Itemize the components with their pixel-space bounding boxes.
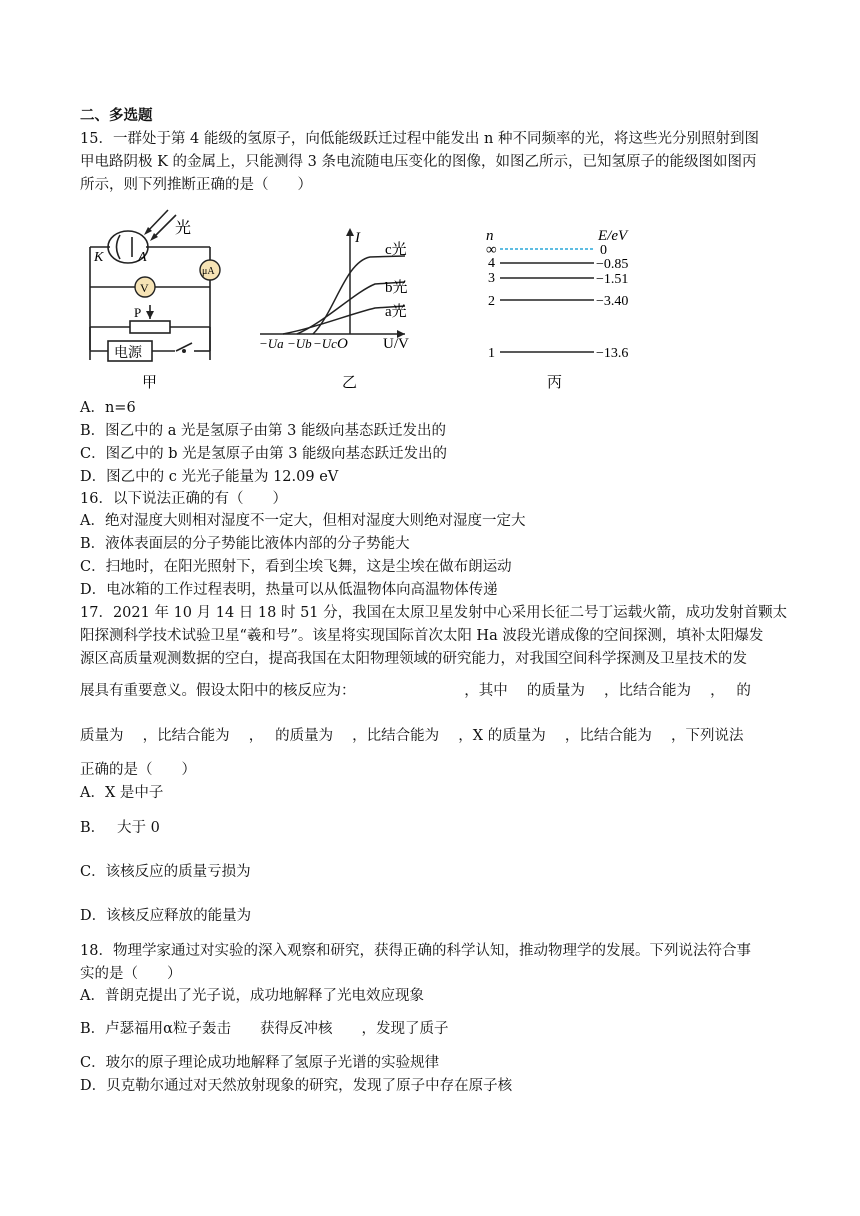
- q18-stem-line1: 18．物理学家通过对实验的深入观察和研究，获得正确的科学认知，推动物理学的发展。下列说法符合事: [80, 943, 751, 959]
- curve-a-label: a光: [385, 304, 407, 320]
- q15-option-c: C．图乙中的 b 光是氢原子由第 3 能级向基态跃迁发出的: [80, 446, 448, 462]
- q18-option-b: B．卢瑟福用α粒子轰击 获得反冲核 ，发现了质子: [80, 1021, 449, 1037]
- tick-uc: −Uc: [313, 336, 337, 351]
- q16-option-a: A．绝对湿度大则相对湿度不一定大，但相对湿度大则绝对湿度一定大: [80, 513, 526, 529]
- level-n-3: 3: [488, 271, 495, 286]
- level-e-2: −3.40: [596, 294, 629, 309]
- q16-option-d: D．电冰箱的工作过程表明，热量可以从低温物体向高温物体传递: [80, 582, 498, 598]
- figure-caption-yi: 乙: [342, 375, 358, 391]
- e-axis-label: E/eV: [598, 228, 628, 244]
- q15-option-b: B．图乙中的 a 光是氢原子由第 3 能级向基态跃迁发出的: [80, 423, 446, 439]
- cathode-label: K: [94, 250, 104, 265]
- q17-option-d: D．该核反应释放的能量为: [80, 908, 252, 924]
- energy-level-figure: [478, 222, 668, 392]
- level-e-1: −13.6: [596, 346, 629, 361]
- level-e-inf: 0: [600, 243, 607, 258]
- q15-option-a: A．n=6: [80, 400, 136, 416]
- level-e-4: −0.85: [596, 257, 629, 272]
- q18-option-d: D．贝克勒尔通过对天然放射现象的研究，发现了原子中存在原子核: [80, 1078, 513, 1094]
- level-n-1: 1: [488, 346, 495, 361]
- q17-stem-line5: 质量为 ，比结合能为 ， 的质量为 ，比结合能为 ，X 的质量为 ，比结合能为 ，下列说法: [80, 728, 744, 744]
- curve-b-label: b光: [385, 280, 408, 296]
- q18-stem-line2: 实的是（ ）: [80, 966, 182, 982]
- tick-ua: −Ua: [259, 336, 284, 351]
- q17-stem-line4: 展具有重要意义。假设太阳中的核反应为： ，其中 的质量为 ，比结合能为 ， 的: [80, 683, 751, 699]
- x-axis-label: U/V: [383, 336, 409, 352]
- q18-option-a: A．普朗克提出了光子说，成功地解释了光电效应现象: [80, 988, 424, 1004]
- voltmeter-label: V: [140, 281, 149, 295]
- q16-option-c: C．扫地时，在阳光照射下，看到尘埃飞舞，这是尘埃在做布朗运动: [80, 559, 512, 575]
- iu-curve-figure: [255, 222, 430, 392]
- figure-caption-bing: 丙: [547, 375, 563, 391]
- level-n-2: 2: [488, 294, 495, 309]
- source-label: 电源: [114, 346, 142, 361]
- q17-stem-line6: 正确的是（ ）: [80, 762, 196, 778]
- slider-label: P: [134, 305, 142, 320]
- q17-option-c: C．该核反应的质量亏损为: [80, 864, 251, 880]
- ammeter-label: μA: [202, 266, 215, 277]
- q16-option-b: B．液体表面层的分子势能比液体内部的分子势能大: [80, 536, 410, 552]
- q18-option-c: C．玻尔的原子理论成功地解释了氢原子光谱的实验规律: [80, 1055, 440, 1071]
- q17-option-a: A．X 是中子: [80, 785, 164, 801]
- q17-stem-line2: 阳探测科学技术试验卫星“羲和号”。该星将实现国际首次太阳 Ha 波段光谱成像的空间探测，填补太阳爆发: [80, 628, 764, 644]
- anode-label: A: [138, 250, 147, 265]
- light-label: 光: [175, 220, 192, 237]
- q15-stem-line2: 甲电路阴极 K 的金属上，只能测得 3 条电流随电压变化的图像，如图乙所示，已知氢原子的能级图如图丙: [80, 154, 757, 170]
- q16-stem: 16．以下说法正确的有（ ）: [80, 491, 287, 507]
- origin-label: O: [337, 336, 348, 352]
- q15-stem-line3: 所示，则下列推断正确的是（ ）: [80, 177, 312, 193]
- level-n-4: 4: [488, 256, 495, 271]
- level-n-inf: ∞: [486, 242, 497, 258]
- q17-stem-line1: 17．2021 年 10 月 14 日 18 时 51 分，我国在太原卫星发射中心采用长征二号丁运载火箭，成功发射首颗太: [80, 605, 788, 621]
- level-e-3: −1.51: [596, 272, 629, 287]
- n-axis-label: n: [486, 228, 494, 244]
- figure-caption-jia: 甲: [142, 375, 158, 391]
- curve-c-label: c光: [385, 242, 407, 258]
- q17-stem-line3: 源区高质量观测数据的空白，提高我国在太阳物理领域的研究能力，对我国空间科学探测及卫星技术的发: [80, 651, 747, 667]
- tick-ub: −Ub: [287, 336, 312, 351]
- y-axis-label: I: [355, 230, 360, 246]
- q15-option-d: D．图乙中的 c 光光子能量为 12.09 eV: [80, 469, 339, 485]
- q15-stem-line1: 15．一群处于第 4 能级的氢原子，向低能级跃迁过程中能发出 n 种不同频率的光，将这些光分别照射到图: [80, 131, 759, 147]
- q17-option-b: B． 大于 0: [80, 820, 160, 836]
- section-title: 二、多选题: [80, 107, 153, 124]
- circuit-figure: [80, 205, 250, 395]
